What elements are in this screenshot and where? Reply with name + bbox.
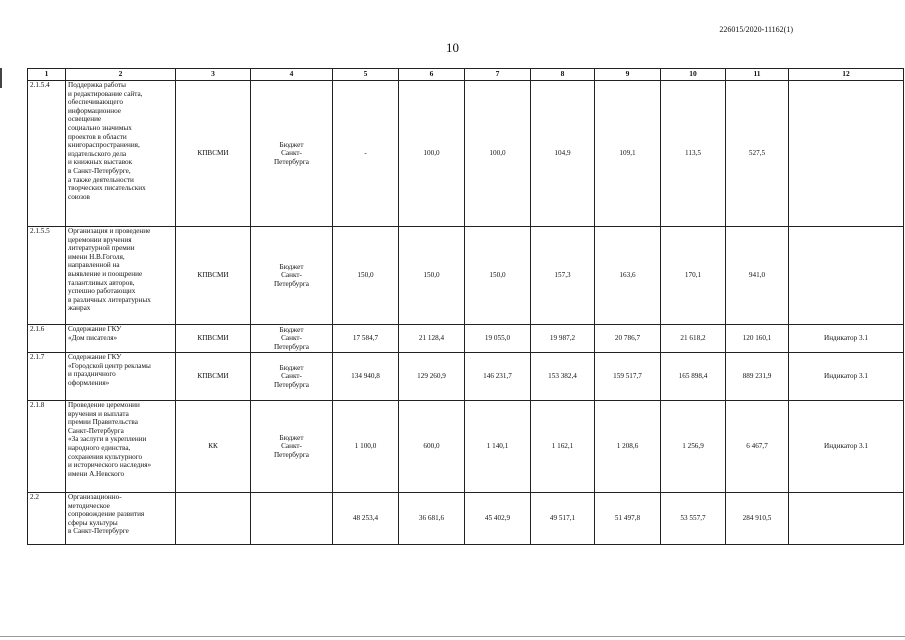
col-header: 5 bbox=[333, 69, 399, 81]
table-row bbox=[28, 227, 904, 325]
row-executor: КПВСМИ bbox=[176, 353, 251, 401]
row-code: 2.1.5.5 bbox=[28, 227, 66, 325]
table-row bbox=[28, 81, 904, 227]
scan-bottom-edge bbox=[0, 636, 905, 637]
row-executor: КПВСМИ bbox=[176, 325, 251, 353]
row-value-7: 1 140,1 bbox=[465, 401, 531, 493]
row-total: 941,0 bbox=[726, 227, 789, 325]
row-value-7: 100,0 bbox=[465, 81, 531, 227]
row-value-9: 1 208,6 bbox=[595, 401, 661, 493]
row-indicator bbox=[789, 493, 904, 545]
header-row bbox=[28, 69, 904, 81]
row-total: 527,5 bbox=[726, 81, 789, 227]
row-code: 2.1.6 bbox=[28, 325, 66, 353]
row-value-6: 600,0 bbox=[399, 401, 465, 493]
row-value-5: 134 940,8 bbox=[333, 353, 399, 401]
row-value-10: 53 557,7 bbox=[661, 493, 726, 545]
row-description: Содержание ГКУ «Городской центр рекламы и праздничного оформления» bbox=[66, 353, 176, 401]
row-total: 120 160,1 bbox=[726, 325, 789, 353]
row-indicator: Индикатор 3.1 bbox=[789, 353, 904, 401]
row-value-5: 1 100,0 bbox=[333, 401, 399, 493]
row-value-6: 21 128,4 bbox=[399, 325, 465, 353]
row-funding-source: Бюджет Санкт- Петербурга bbox=[251, 227, 333, 325]
col-header: 4 bbox=[251, 69, 333, 81]
table-row bbox=[28, 353, 904, 401]
row-value-8: 19 987,2 bbox=[531, 325, 595, 353]
col-header: 1 bbox=[28, 69, 66, 81]
row-executor: КПВСМИ bbox=[176, 227, 251, 325]
budget-table bbox=[27, 68, 904, 545]
row-total: 6 467,7 bbox=[726, 401, 789, 493]
row-value-10: 170,1 bbox=[661, 227, 726, 325]
row-value-5: 150,0 bbox=[333, 227, 399, 325]
col-header: 7 bbox=[465, 69, 531, 81]
row-value-8: 153 382,4 bbox=[531, 353, 595, 401]
table-row bbox=[28, 325, 904, 353]
row-value-6: 129 260,9 bbox=[399, 353, 465, 401]
row-code: 2.1.5.4 bbox=[28, 81, 66, 227]
col-header: 6 bbox=[399, 69, 465, 81]
document-number: 226015/2020-11162(1) bbox=[719, 25, 793, 34]
col-header: 12 bbox=[789, 69, 904, 81]
col-header: 2 bbox=[66, 69, 176, 81]
row-total: 889 231,9 bbox=[726, 353, 789, 401]
row-value-9: 159 517,7 bbox=[595, 353, 661, 401]
table-row bbox=[28, 401, 904, 493]
page-number: 10 bbox=[446, 40, 459, 55]
row-value-8: 157,3 bbox=[531, 227, 595, 325]
row-value-7: 150,0 bbox=[465, 227, 531, 325]
row-value-7: 45 402,9 bbox=[465, 493, 531, 545]
row-code: 2.1.8 bbox=[28, 401, 66, 493]
row-value-8: 1 162,1 bbox=[531, 401, 595, 493]
row-value-5: - bbox=[333, 81, 399, 227]
row-value-6: 36 681,6 bbox=[399, 493, 465, 545]
row-code: 2.2 bbox=[28, 493, 66, 545]
row-description: Организация и проведение церемонии вручения литературной премии имени Н.В.Гоголя, направленной на выявление и поощрение талантливых авторов, успешно работающих в различных литературных жанрах bbox=[66, 227, 176, 325]
row-indicator bbox=[789, 81, 904, 227]
row-indicator: Индикатор 3.1 bbox=[789, 401, 904, 493]
row-value-10: 165 898,4 bbox=[661, 353, 726, 401]
row-indicator bbox=[789, 227, 904, 325]
row-value-6: 100,0 bbox=[399, 81, 465, 227]
row-value-9: 51 497,8 bbox=[595, 493, 661, 545]
row-funding-source: Бюджет Санкт- Петербурга bbox=[251, 81, 333, 227]
row-description: Содержание ГКУ «Дом писателя» bbox=[66, 325, 176, 353]
row-executor bbox=[176, 493, 251, 545]
row-executor: КК bbox=[176, 401, 251, 493]
row-value-7: 19 055,0 bbox=[465, 325, 531, 353]
left-edge-mark bbox=[0, 68, 2, 88]
row-funding-source bbox=[251, 493, 333, 545]
row-value-10: 1 256,9 bbox=[661, 401, 726, 493]
row-value-9: 163,6 bbox=[595, 227, 661, 325]
row-indicator: Индикатор 3.1 bbox=[789, 325, 904, 353]
row-description: Поддержка работы и редактирование сайта, обеспечивающего информационное освещение социально значимых проектов в области книгораспространения, издательского дела и книжных выставок в Санкт-Петербурге, а также деятельности творческих писательских союзов bbox=[66, 81, 176, 227]
row-funding-source: Бюджет Санкт- Петербурга bbox=[251, 353, 333, 401]
row-value-5: 17 584,7 bbox=[333, 325, 399, 353]
row-executor: КПВСМИ bbox=[176, 81, 251, 227]
row-value-7: 146 231,7 bbox=[465, 353, 531, 401]
col-header: 8 bbox=[531, 69, 595, 81]
row-value-9: 20 786,7 bbox=[595, 325, 661, 353]
col-header: 9 bbox=[595, 69, 661, 81]
col-header: 10 bbox=[661, 69, 726, 81]
col-header: 11 bbox=[726, 69, 789, 81]
row-value-9: 109,1 bbox=[595, 81, 661, 227]
row-code: 2.1.7 bbox=[28, 353, 66, 401]
row-value-6: 150,0 bbox=[399, 227, 465, 325]
row-value-10: 113,5 bbox=[661, 81, 726, 227]
row-description: Проведение церемонии вручения и выплата премии Правительства Санкт-Петербурга «За заслуги в укреплении народного единства, сохранения культурного и исторического наследия» имени А.Невского bbox=[66, 401, 176, 493]
table-row bbox=[28, 493, 904, 545]
row-description: Организационно- методическое сопровождение развития сферы культуры в Санкт-Петербурге bbox=[66, 493, 176, 545]
col-header: 3 bbox=[176, 69, 251, 81]
row-value-10: 21 618,2 bbox=[661, 325, 726, 353]
row-value-8: 49 517,1 bbox=[531, 493, 595, 545]
row-funding-source: Бюджет Санкт- Петербурга bbox=[251, 401, 333, 493]
row-funding-source: Бюджет Санкт- Петербурга bbox=[251, 325, 333, 353]
row-value-5: 48 253,4 bbox=[333, 493, 399, 545]
row-value-8: 104,9 bbox=[531, 81, 595, 227]
row-total: 284 910,5 bbox=[726, 493, 789, 545]
